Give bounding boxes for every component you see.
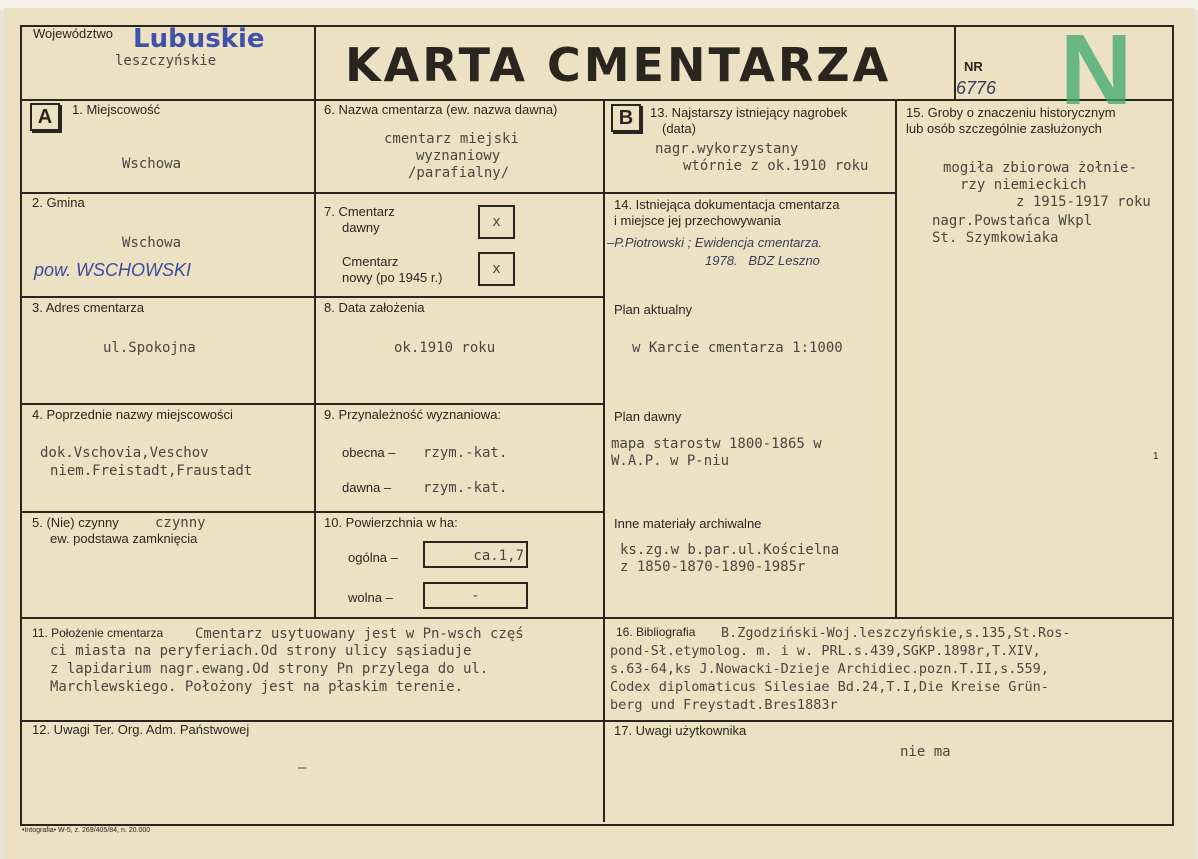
f7-label: 7. Cmentarz <box>324 204 395 219</box>
f11-line: z lapidarium nagr.ewang.Od strony Pn przylega do ul. <box>50 661 489 677</box>
divider <box>20 617 1172 619</box>
f14-label: 14. Istniejąca dokumentacja cmentarza <box>614 197 840 212</box>
f13-line: nagr.wykorzystany <box>655 141 799 157</box>
f5-value: czynny <box>155 515 206 531</box>
f16-line: Codex diplomaticus Silesiae Bd.24,T.I,Die Kreise Grün- <box>610 679 1049 695</box>
divider <box>604 192 895 194</box>
f7-nowy-label2: nowy (po 1945 r.) <box>342 270 443 285</box>
f9-obecna-label: obecna – <box>342 445 396 460</box>
f11-line: Marchlewskiego. Położony jest na płaskim terenie. <box>50 679 464 695</box>
f16-line: pond-Sł.etymolog. m. i w. PRL.s.439,SGKP.1898r,T.XIV, <box>610 643 1041 659</box>
f11-line: Cmentarz usytuowany jest w Pn-wsch częś <box>195 626 524 642</box>
f16-line: berg und Freystadt.Bres1883r <box>610 697 838 713</box>
f13-line: wtórnie z ok.1910 roku <box>683 158 869 174</box>
f7-nowy-checkbox[interactable]: x <box>478 252 515 286</box>
f16-label: 16. Bibliografia <box>616 625 696 639</box>
f10-label: 10. Powierzchnia w ha: <box>324 515 458 530</box>
f6-line: wyznaniowy <box>416 148 501 164</box>
plan-dawny-line: W.A.P. w P-niu <box>611 453 730 469</box>
f14-label2: i miejsce jej przechowywania <box>614 213 781 228</box>
f12-value: – <box>298 760 307 776</box>
divider <box>314 100 316 618</box>
f14-handwritten: –P.Piotrowski ; Ewidencja cmentarza. <box>607 235 823 250</box>
divider <box>314 25 316 100</box>
f6-line: cmentarz miejski <box>384 131 519 147</box>
f12-label: 12. Uwagi Ter. Org. Adm. Państwowej <box>32 722 250 737</box>
f9-dawna-value: rzym.-kat. <box>423 480 508 496</box>
f1-label: 1. Miejscowość <box>72 102 161 117</box>
f7-dawny-label: dawny <box>342 220 380 235</box>
form-frame <box>20 25 1174 826</box>
f10-wolna-label: wolna – <box>348 590 393 605</box>
f10-ogolna-label: ogólna – <box>348 550 398 565</box>
f15-label2: lub osób szczególnie zasłużonych <box>906 121 1102 136</box>
f10-ogolna-value[interactable]: ca.1,7 <box>423 541 528 568</box>
f4-label: 4. Poprzednie nazwy miejscowości <box>32 407 233 422</box>
divider <box>20 296 604 298</box>
f1-value: Wschowa <box>122 156 182 172</box>
divider <box>20 511 604 513</box>
f8-value: ok.1910 roku <box>394 340 496 356</box>
f13-label2: (data) <box>662 121 696 136</box>
f6-label: 6. Nazwa cmentarza (ew. nazwa dawna) <box>324 102 558 117</box>
f9-label: 9. Przynależność wyznaniowa: <box>324 407 502 422</box>
f2-handwritten: pow. WSCHOWSKI <box>34 260 192 280</box>
plan-dawny-line: mapa starostw 1800-1865 w <box>611 436 822 452</box>
f10-wolna-value[interactable]: - <box>423 582 528 609</box>
divider <box>895 100 897 618</box>
f15-line: z 1915-1917 roku <box>1016 194 1151 210</box>
inne-line: ks.zg.w b.par.ul.Kościelna <box>620 542 840 558</box>
f5-label2: ew. podstawa zamknięcia <box>50 531 198 546</box>
f9-obecna-value: rzym.-kat. <box>423 445 508 461</box>
inne-line: z 1850-1870-1890-1985r <box>620 559 806 575</box>
f14-handwritten: 1978. BDZ Leszno <box>705 253 820 268</box>
wojewodztwo-old: leszczyńskie <box>115 53 217 69</box>
plan-dawny-label: Plan dawny <box>614 409 682 424</box>
f15-line: mogiła zbiorowa żołnie- <box>943 160 1137 176</box>
print-footer: •Intografia• W-5, z. 269/405/84, n. 20.000 <box>22 827 151 834</box>
f7-nowy-label: Cmentarz <box>342 254 399 269</box>
f17-label: 17. Uwagi użytkownika <box>614 723 747 738</box>
f15-line: rzy niemieckich <box>960 177 1087 193</box>
wojewodztwo-label: Województwo <box>33 26 113 41</box>
f16-line: s.63-64,ks J.Nowacki-Dzieje Archidiec.pozn.T.II,s.559, <box>610 661 1049 677</box>
divider <box>20 403 604 405</box>
divider <box>20 192 604 194</box>
f9-dawna-label: dawna – <box>342 480 392 495</box>
f8-label: 8. Data założenia <box>324 300 425 315</box>
section-a-badge: A <box>30 103 60 131</box>
f13-label: 13. Najstarszy istniejący nagrobek <box>650 105 848 120</box>
f5-label: 5. (Nie) czynny <box>32 515 119 530</box>
divider <box>603 100 605 822</box>
f17-value: nie ma <box>900 744 951 760</box>
f11-line: ci miasta na peryferiach.Od strony ulicy sąsiaduje <box>50 643 472 659</box>
margin-mark: 1 <box>1153 451 1159 462</box>
f4-line: niem.Freistadt,Fraustadt <box>50 463 253 479</box>
f15-line: nagr.Powstańca Wkpl <box>932 213 1093 229</box>
page-title: KARTA CMENTARZA <box>345 38 892 92</box>
plan-aktualny-label: Plan aktualny <box>614 302 693 317</box>
wojewodztwo-stamp: Lubuskie <box>133 24 265 54</box>
corner-stamp: N <box>1060 14 1133 126</box>
f2-label: 2. Gmina <box>32 195 85 210</box>
divider <box>20 99 1172 101</box>
f3-value: ul.Spokojna <box>103 340 196 356</box>
plan-aktualny-value: w Karcie cmentarza 1:1000 <box>632 340 843 356</box>
f11-label: 11. Położenie cmentarza <box>32 626 164 640</box>
f6-line: /parafialny/ <box>408 165 510 181</box>
nr-value: 6776 <box>956 78 997 98</box>
section-b-badge: B <box>611 104 641 132</box>
f7-dawny-checkbox[interactable]: x <box>478 205 515 239</box>
inne-label: Inne materiały archiwalne <box>614 516 762 531</box>
f2-value: Wschowa <box>122 235 182 251</box>
f16-line: B.Zgodziński-Woj.leszczyńskie,s.135,St.Ros- <box>721 625 1071 641</box>
f4-line: dok.Vschovia,Veschov <box>40 445 209 461</box>
f15-label: 15. Groby o znaczeniu historycznym <box>906 105 1116 120</box>
f15-line: St. Szymkowiaka <box>932 230 1059 246</box>
f3-label: 3. Adres cmentarza <box>32 300 144 315</box>
nr-label: NR <box>964 59 983 74</box>
